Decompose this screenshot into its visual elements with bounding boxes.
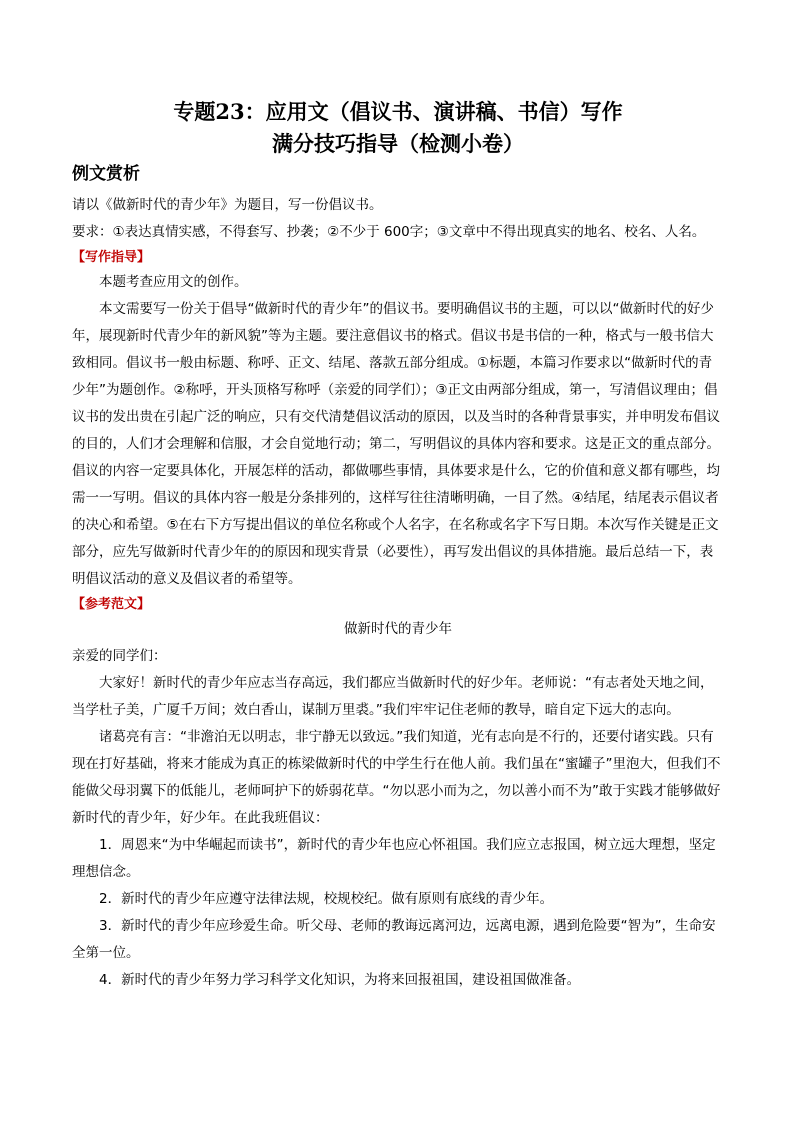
writing-requirement: 要求：①表达真情实感，不得套写、抄袭；②不少于 600字；③文章中不得出现真实的地名、校名、人名。 <box>72 224 706 240</box>
guide-paragraph: 本文需要写一份关于倡导“做新时代的青少年”的倡议书。要明确倡议书的主题，可以以“做新时代的好少年，展现新时代青少年的新风貌”等为主题。要注意倡议书的格式。倡议书是书信的一种，格式与一般书信大致相同。倡议书一般由标题、称呼、正文、结尾、落款五部分组成。①标题，本篇习作要求以“做新时代的青少年”为题创作。②称呼，开头顶格写称呼（亲爱的同学们）；③正文由两部分组成，第一，写清倡议理由；倡议书的发出贵在引起广泛的响应，只有交代清楚倡议活动的原因，以及当时的各种背景事实，并申明发布倡议的目的，人们才会理解和信服，才会自觉地行动；第二，写明倡议的具体内容和要求。这是正文的重点部分。倡议的内容一定要具体化，开展怎样的活动，都做哪些事情，具体要求是什么，它的价值和意义都有哪些，均需一一写明。倡议的具体内容一般是分条排列的，这样写往往清晰明确，一目了然。④结尾，结尾表示倡议者的决心和希望。⑤在右下方写提出倡议的单位名称或个人名字，在名称或名字下写日期。本次写作关键是正文部分，应先写做新时代青少年的的原因和现实背景（必要性），再写发出倡议的具体措施。最后总结一下，表明倡议活动的意义及倡议者的希望等。 <box>72 301 720 587</box>
list-item: 4．新时代的青少年努力学习科学文化知识，为将来回报祖国，建设祖国做准备。 <box>99 972 581 988</box>
sample-title: 做新时代的青少年 <box>344 621 452 637</box>
tag-writing-guide: 【写作指导】 <box>72 250 151 265</box>
sample-salutation: 亲爱的同学们： <box>72 648 167 664</box>
list-item: 1．周恩来“为中华崛起而读书”，新时代的青少年也应心怀祖国。我们应立志报国，树立远大理想，坚定理想信念。 <box>72 837 716 880</box>
document-subtitle: 满分技巧指导（检测小卷） <box>272 131 524 156</box>
proposal-list <box>72 832 724 994</box>
sample-paragraph: 大家好！新时代的青少年应志当存高远，我们都应当做新时代的好少年。老师说：“有志者处天地之间，当学杜子美，广厦千万间；效白香山，谋制万里裘。”我们牢牢记住老师的教导，暗自定下远大的志向。 <box>72 675 714 718</box>
section-heading-example: 例文赏析 <box>72 164 140 184</box>
list-item: 3．新时代的青少年应珍爱生命。听父母、老师的教诲远离河边，远离电源，遇到危险要“智为”，生命安全第一位。 <box>72 918 716 961</box>
sample-paragraph: 诸葛亮有言：“非澹泊无以明志，非宁静无以致远。”我们知道，光有志向是不行的，还要付诸实践。只有现在打好基础，将来才能成为真正的栋梁做新时代的中学生行在他人前。我们虽在“蜜罐子”里泡大，但我们不能做父母羽翼下的低能儿，老师呵护下的娇弱花草。“勿以恶小而为之，勿以善小而不为”敢于实践才能够做好新时代的青少年，好少年。在此我班倡议： <box>72 729 721 826</box>
list-item: 2．新时代的青少年应遵守法律法规，校规校纪。做有原则有底线的青少年。 <box>99 891 554 907</box>
guide-paragraph: 本题考查应用文的创作。 <box>99 274 248 290</box>
tag-reference-sample: 【参考范文】 <box>72 597 151 612</box>
document-title: 专题23：应用文（倡议书、演讲稿、书信）写作 <box>173 99 623 124</box>
writing-prompt: 请以《做新时代的青少年》为题目，写一份倡议书。 <box>72 197 383 213</box>
document-page <box>72 96 724 994</box>
